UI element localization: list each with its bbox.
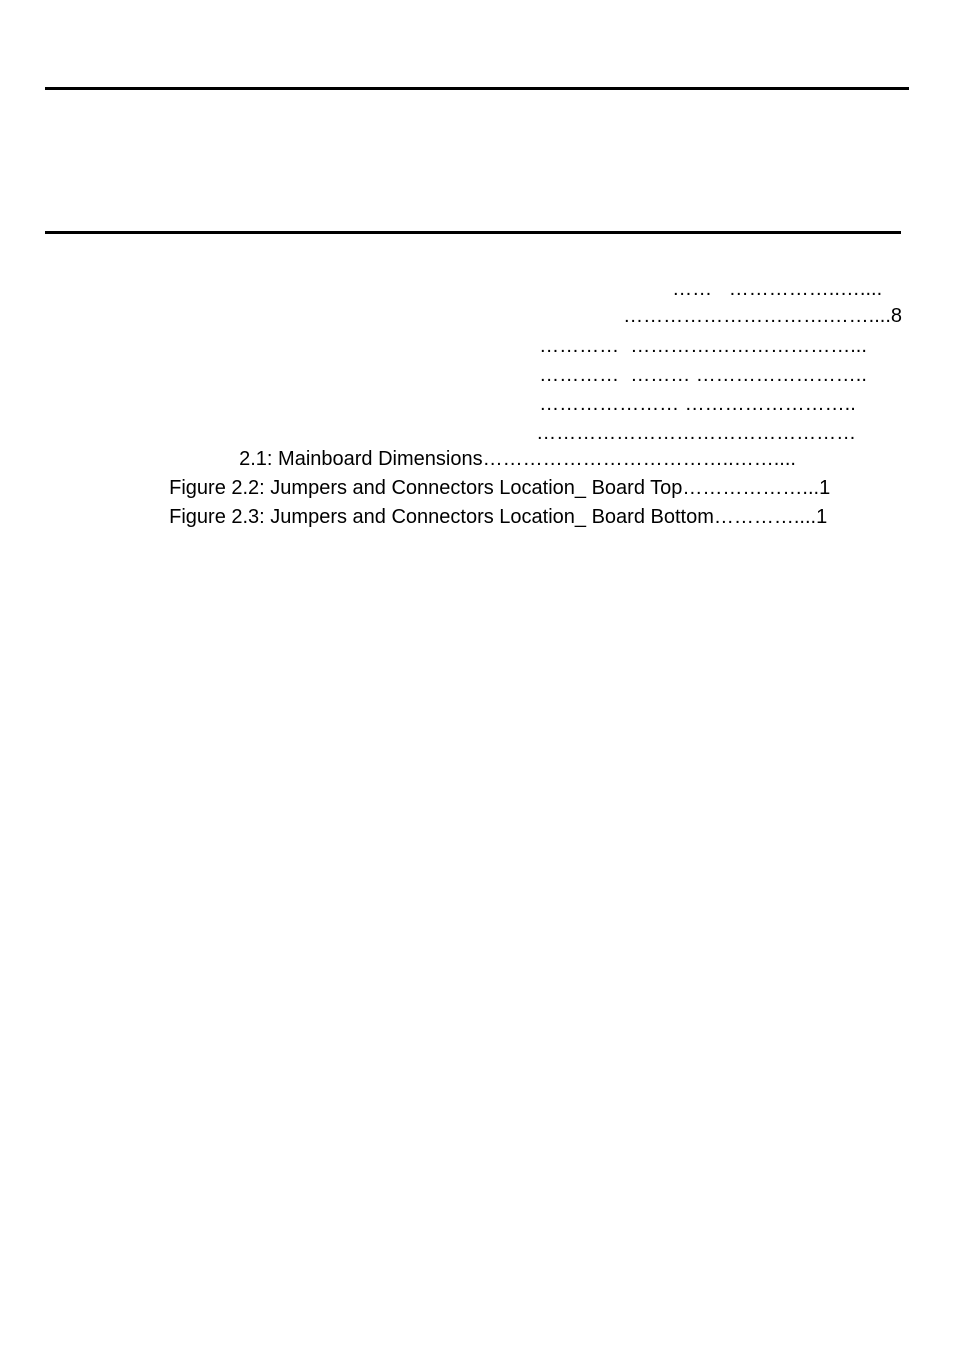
figure-page-number: 1 (819, 477, 831, 499)
figure-leader: ………….... (713, 506, 817, 528)
figure-page-number: 1 (816, 506, 828, 528)
figure-entry[interactable] (158, 481, 827, 529)
header-bottom-rule (45, 231, 901, 234)
header-top-rule (45, 87, 909, 90)
toc-leader: ………………………….…….... (623, 305, 891, 327)
figure-label: Figure 2.3: Jumpers and Connectors Location_ Board Bottom (169, 506, 714, 528)
figure-label: 2.1: Mainboard Dimensions (239, 448, 483, 470)
figure-label: Figure 2.2: Jumpers and Connectors Location_ Board Top (169, 477, 683, 499)
figure-leader: ………………... (682, 477, 820, 499)
toc-leader: ………………………………………… (536, 422, 857, 444)
toc-leader: ………… ……… …………………….. (539, 364, 867, 386)
toc-leader: …… ……………..….... (672, 278, 883, 300)
figure-leader: ………………………………..…….... (482, 448, 796, 470)
toc-leader: ………………… …………………….. (539, 393, 856, 415)
toc-page-number: 8 (890, 305, 903, 327)
toc-leader: ………… ……………………………... (539, 335, 867, 357)
